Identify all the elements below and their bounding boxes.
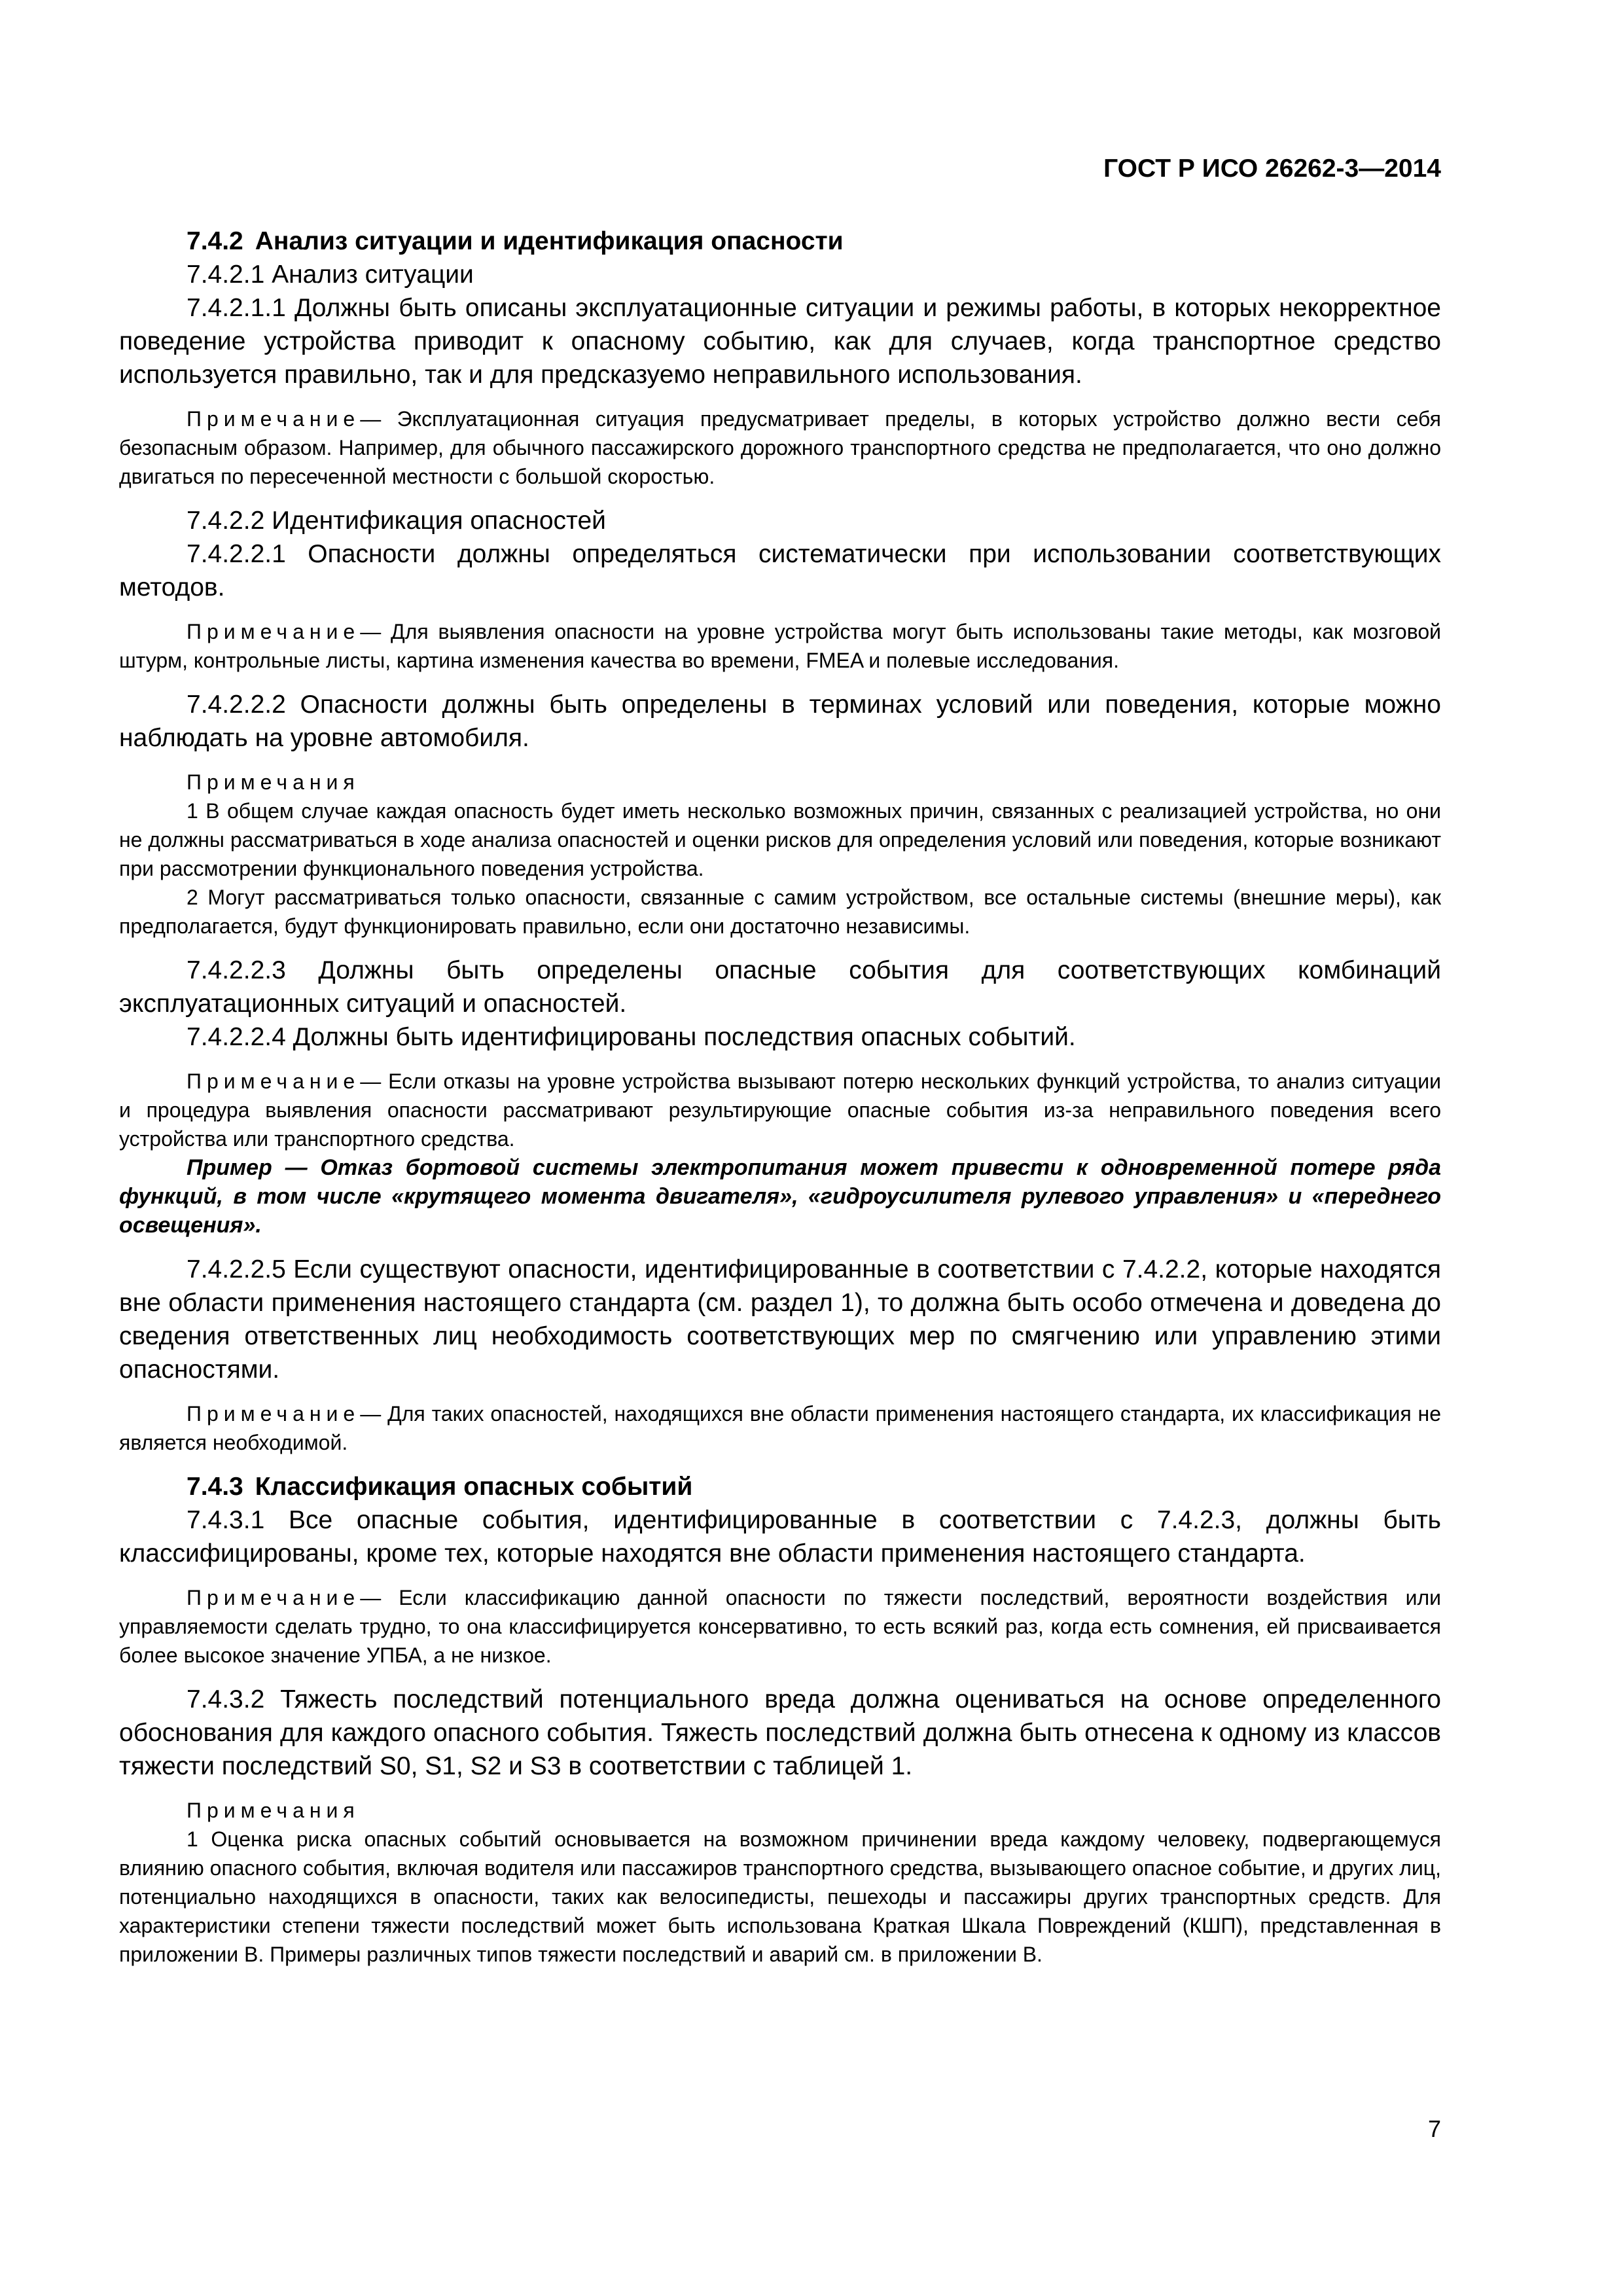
note-2 xyxy=(119,617,1441,675)
example-text: Пример — Отказ бортовой системы электропитания может привести к одновременной потере ряда функций, в том числе «крутящего момента двигателя», «гидроусилителя рулевого управления» и «переднего освещения». xyxy=(119,1155,1441,1238)
notes-3-label xyxy=(119,768,1441,797)
notes-label: Примечания xyxy=(187,770,360,794)
note-text: — Если классификацию данной опасности по тяжести последствий, вероятности воздействия или управляемости сделать трудно, то она классифицируется консервативно, то есть всякий раз, когда есть сомнения, ей присваивается более высокое значение УПБА, а не низкое. xyxy=(119,1586,1441,1667)
notes-3-item-1: 1 В общем случае каждая опасность будет иметь несколько возможных причин, связанных с реализацией устройства, но они не должны рассматриваться в ходе анализа опасностей и оценки рисков для определения условий или поведения, которые возникают при рассмотрении функционального поведения устройства. xyxy=(119,799,1441,880)
paragraph-7-4-2-2-4: 7.4.2.2.4 Должны быть идентифицированы последствия опасных событий. xyxy=(187,1023,1076,1051)
note-text: — Для выявления опасности на уровне устройства могут быть использованы такие методы, как мозговой штурм, контрольные листы, картина изменения качества во времени, FMEA и полевые исследования. xyxy=(119,620,1441,672)
section-title: Классификация опасных событий xyxy=(255,1473,693,1501)
page-content xyxy=(119,224,1441,1969)
notes-label: Примечания xyxy=(187,1799,360,1822)
section-number: 7.4.2 xyxy=(187,227,243,255)
subsection-7-4-2-1: 7.4.2.1 Анализ ситуации xyxy=(187,260,474,289)
paragraph-7-4-3-1: 7.4.3.1 Все опасные события, идентифицированные в соответствии с 7.4.2.3, должны быть классифицированы, кроме тех, которые находятся вне области применения настоящего стандарта. xyxy=(119,1506,1441,1568)
note-6 xyxy=(119,1583,1441,1670)
note-text: — Эксплуатационная ситуация предусматривает пределы, в которых устройство должно вести себя безопасным образом. Например, для обычного пассажирского дорожного транспортного средства не предполагается, что оно должно двигаться по пересеченной местности с большой скоростью. xyxy=(119,407,1441,488)
page-number: 7 xyxy=(1427,2115,1441,2142)
note-label: Примечание xyxy=(187,1586,361,1609)
note-text: — Для таких опасностей, находящихся вне области применения настоящего стандарта, их классификация не является необходимой. xyxy=(119,1402,1441,1454)
note-5 xyxy=(119,1399,1441,1457)
note-1 xyxy=(119,404,1441,491)
section-title: Анализ ситуации и идентификация опасности xyxy=(255,227,844,255)
notes-3-item-2: 2 Могут рассматриваться только опасности, связанные с самим устройством, все остальные системы (внешние меры), как предполагается, будут функционировать правильно, если они достаточно независимы. xyxy=(119,886,1441,938)
section-number: 7.4.3 xyxy=(187,1473,243,1501)
note-label: Примечание xyxy=(187,1402,361,1426)
paragraph-7-4-3-2: 7.4.3.2 Тяжесть последствий потенциального вреда должна оцениваться на основе определенного обоснования для каждого опасного события. Тяжесть последствий должна быть отнесена к одному из классов тяжести последствий S0, S1, S2 и S3 в соответствии с таблицей 1. xyxy=(119,1685,1441,1780)
section-7-4-2-heading xyxy=(119,224,1441,258)
note-label: Примечание xyxy=(187,407,361,431)
paragraph-7-4-2-2-3: 7.4.2.2.3 Должны быть определены опасные события для соответствующих комбинаций эксплуатационных ситуаций и опасностей. xyxy=(119,956,1441,1018)
notes-7-item-1: 1 Оценка риска опасных событий основывается на возможном причинении вреда каждому человеку, подвергающемуся влиянию опасного события, включая водителя или пассажиров транспортного средства, вызывающего опасное событие, и других лиц, потенциально находящихся в опасности, таких как велосипедисты, пешеходы и пассажиры других транспортных средств. Для характеристики степени тяжести последствий может быть использована Краткая Шкала Повреждений (КШП), представленная в приложении В. Примеры различных типов тяжести последствий и аварий см. в приложении В. xyxy=(119,1827,1441,1966)
paragraph-7-4-2-2-5: 7.4.2.2.5 Если существуют опасности, идентифицированные в соответствии с 7.4.2.2, которые находятся вне области применения настоящего стандарта (см. раздел 1), то должна быть особо отмечена и доведена до сведения ответственных лиц необходимость соответствующих мер по смягчению или управлению этими опасностями. xyxy=(119,1255,1441,1384)
note-label: Примечание xyxy=(187,1069,361,1093)
note-label: Примечание xyxy=(187,620,361,643)
document-code-header: ГОСТ Р ИСО 26262-3—2014 xyxy=(1103,154,1441,183)
notes-7-label xyxy=(119,1796,1441,1825)
subsection-7-4-2-2: 7.4.2.2 Идентификация опасностей xyxy=(187,507,606,535)
paragraph-7-4-2-2-1: 7.4.2.2.1 Опасности должны определяться систематически при использовании соответствующих методов. xyxy=(119,540,1441,601)
note-4 xyxy=(119,1067,1441,1153)
note-text: — Если отказы на уровне устройства вызывают потерю нескольких функций устройства, то анализ ситуации и процедура выявления опасности рассматривают результирующие опасные события из-за неправильного поведения всего устройства или транспортного средства. xyxy=(119,1069,1441,1151)
section-7-4-3-heading xyxy=(119,1470,1441,1503)
paragraph-7-4-2-2-2: 7.4.2.2.2 Опасности должны быть определены в терминах условий или поведения, которые можно наблюдать на уровне автомобиля. xyxy=(119,691,1441,752)
paragraph-7-4-2-1-1: 7.4.2.1.1 Должны быть описаны эксплуатационные ситуации и режимы работы, в которых некорректное поведение устройства приводит к опасному событию, как для случаев, когда транспортное средство используется правильно, так и для предсказуемо неправильного использования. xyxy=(119,294,1441,389)
